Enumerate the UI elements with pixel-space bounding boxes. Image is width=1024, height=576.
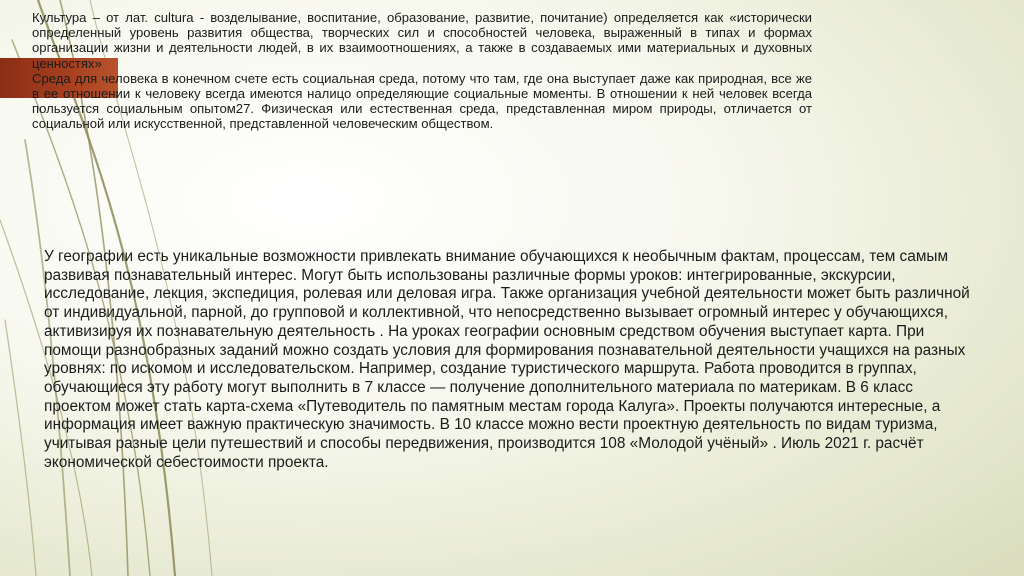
environment-paragraph: Среда для человека в конечном счете есть социальная среда, потому что там, где она выступает даже как природная, все же в ее отношении к человеку всегда имеются налицо определяющие социальные моменты. В отношении к ней человек всегда пользуется социальным опытом27. Физическая или естественная среда, представленная миром природы, отличается от социальной или искусственной, представленной человеческим обществом. bbox=[32, 70, 812, 132]
culture-definition-paragraph: Культура – от лат. cultura - возделывание, воспитание, образование, развитие, почитание) определяется как «исторически определенный уровень развития общества, творческих сил и способностей человека, выраженный в типах и формах организации жизни и деятельности людей, в их взаимоотношениях, а также в создаваемых ими материальных и духовных ценностях» bbox=[32, 10, 812, 71]
top-text-block bbox=[32, 10, 812, 132]
geography-text-block: У географии есть уникальные возможности привлекать внимание обучающихся к необычным фактам, процессам, тем самым развивая познавательный интерес. Могут быть использованы различные формы уроков: интегрированные, экскурсии, исследование, лекция, экспедиция, ролевая или деловая игра. Также организация учебной деятельности может быть различной от индивидуальной, парной, до групповой и коллективной, что непосредственно вызывает огромный интерес у обучающихся, активизируя их познавательную деятельность . На уроках географии основным средством обучения выступает карта. При помощи разнообразных заданий можно создать условия для формирования познавательной деятельности учащихся на разных уровнях: по искомом и исследовательском. Например, создание туристического маршрута. Работа проводится в группах, обучающиеся эту работу могут выполнить в 7 классе — получение дополнительного материала по материкам. В 6 класс проектом может стать карта-схема «Путеводитель по памятным местам города Калуга». Проекты получаются интересные, а информация имеет важную практическую значимость. В 10 классе можно вести проектную деятельность по видам туризма, учитывая разные цели путешествий и способы передвижения, производится 108 «Молодой учёный» . Июль 2021 г. расчёт экономической себестоимости проекта. bbox=[44, 248, 970, 471]
